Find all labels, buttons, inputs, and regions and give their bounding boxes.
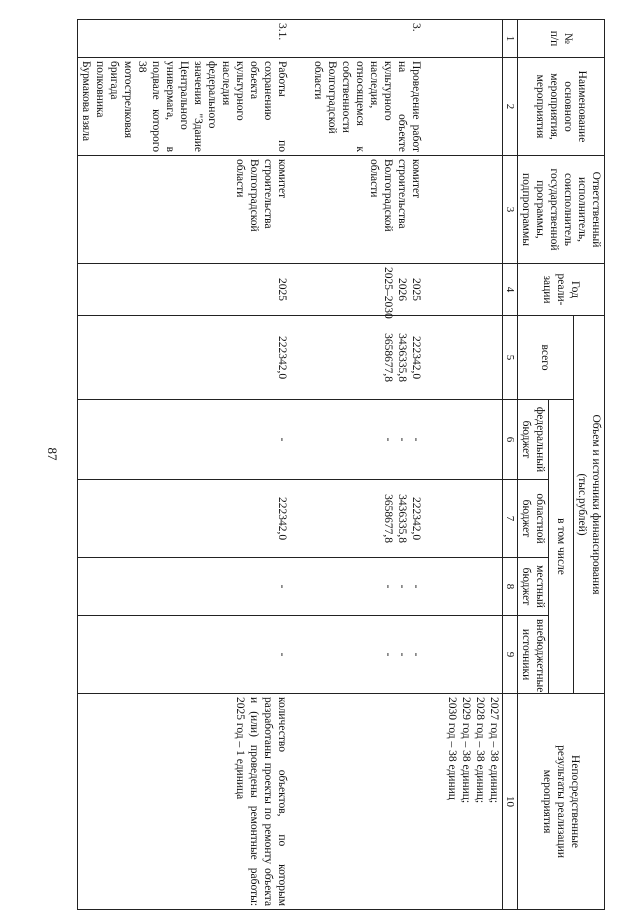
carryover-row [444, 20, 503, 910]
row-years: 2025 [78, 264, 291, 316]
financing-table [77, 19, 605, 910]
row-extra: - - - [310, 616, 424, 694]
row-regional: 222342,0 [78, 480, 291, 558]
table-row [78, 20, 291, 910]
header-local: местный бюджет [518, 558, 549, 616]
row-federal: - [78, 400, 291, 480]
header-regional: областной бюджет [518, 480, 549, 558]
column-number: 2 [503, 58, 518, 156]
row-number: 3.1. [78, 20, 291, 58]
column-number: 7 [503, 480, 518, 558]
carryover-results: 2027 год – 38 единиц; 2028 год – 38 единиц; 2029 год – 38 единиц; 2030 год – 38 единиц [444, 694, 503, 910]
header-results: Непосредственные результаты реализации мероприятия [518, 694, 605, 910]
row-regional: 222342,0 3436335,8 3658677,8 [310, 480, 424, 558]
header-number: № п/п [518, 20, 605, 58]
page-number: 87 [45, 447, 60, 461]
rotated-table-container [35, 19, 605, 909]
row-responsible: комитет строительства Волгоградской области [78, 156, 291, 264]
column-number: 5 [503, 316, 518, 400]
header-extra: внебюджетные источники [518, 616, 549, 694]
row-total: 222342,0 [78, 316, 291, 400]
column-number: 10 [503, 694, 518, 910]
header-year: Год реали- зации [518, 264, 605, 316]
column-number: 1 [503, 20, 518, 58]
row-responsible: комитет строительства Волгоградской области [310, 156, 424, 264]
row-extra: - [78, 616, 291, 694]
table-row [310, 20, 424, 910]
column-number: 9 [503, 616, 518, 694]
column-number: 6 [503, 400, 518, 480]
header-responsible: Ответственный исполнитель, соисполнитель государственной программы, подпрограммы [518, 156, 605, 264]
row-years: 2025 2026 2025–2030 [310, 264, 424, 316]
column-number-row [503, 20, 518, 910]
header-name: Наименование основного мероприятия, мероприятия [518, 58, 605, 156]
header-funding: Объем и источники финансирования (тыс.рублей) [574, 316, 605, 694]
row-results [310, 694, 424, 910]
row-results: количество объектов, по которым разработаны проекты по ремонту объекта и (или) проведены ремонтные работы: 2025 год – 1 единица [78, 694, 291, 910]
header-total: всего [518, 316, 574, 400]
row-local: - [78, 558, 291, 616]
row-name: Работы по сохранению объекта культурного наследия федерального значения "Здание Центрального универмага, в подвале которого 38 мотострелковая бригада полковника Бурмакова взяла [78, 58, 291, 156]
column-number: 8 [503, 558, 518, 616]
row-name: Проведение работ на объекте культурного наследия, относящемся к собственности Волгоградской области [310, 58, 424, 156]
column-number: 4 [503, 264, 518, 316]
row-total: 222342,0 3436335,8 3658677,8 [310, 316, 424, 400]
row-local: - - - [310, 558, 424, 616]
header-including: в том числе [549, 400, 574, 694]
header-federal: федеральный бюджет [518, 400, 549, 480]
row-federal: - - - [310, 400, 424, 480]
column-number: 3 [503, 156, 518, 264]
row-number: 3. [310, 20, 424, 58]
